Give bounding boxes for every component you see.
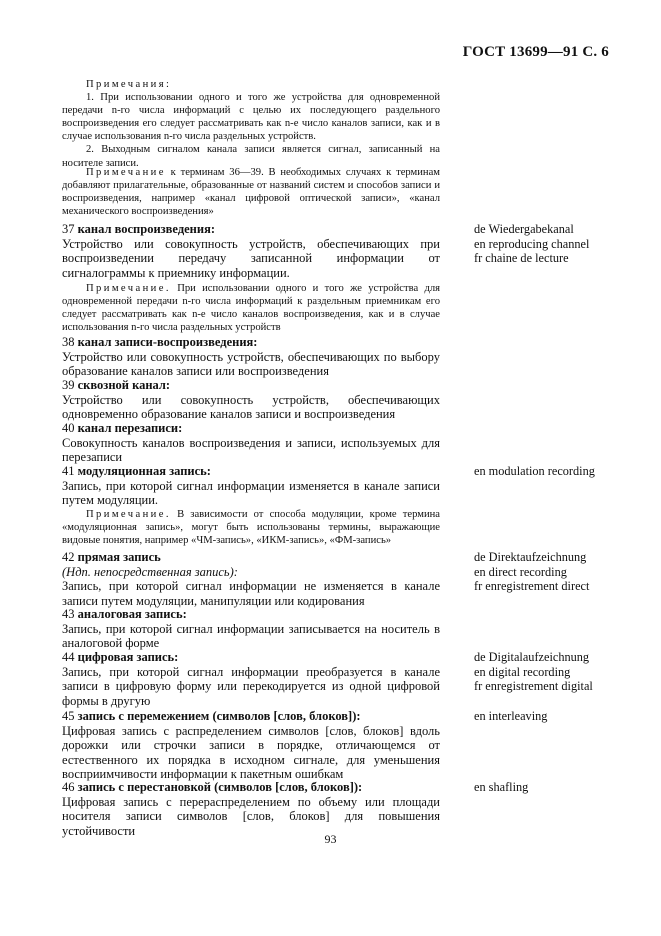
term-title: аналоговая запись: <box>77 607 187 621</box>
term-definition: Устройство или совокупность устройств, обеспечивающих одновременно образование каналов записи и воспроизведения <box>62 392 440 422</box>
term-title: цифровая запись: <box>77 650 179 664</box>
term-45 <box>62 709 440 782</box>
term-definition: Запись, при которой сигнал информации преобразуется в канале записи в цифровую форму или перекодируется из одной цифровой формы в другую <box>62 664 440 708</box>
term-number: 38 <box>62 335 75 349</box>
term-definition: Цифровая запись с перераспределением по объему или площади носителя записи символов [слов, блоков] для повышения устойчивости <box>62 794 440 838</box>
term-number: 39 <box>62 378 75 392</box>
note-text: В зависимости от способа модуляции, кроме термина «модуляционная запись», могут быть использованы термины, выражающие видовые понятия, например «ЧМ-запись», «ИКМ-запись», «ФМ-запись» <box>62 509 440 547</box>
term-number: 41 <box>62 464 75 478</box>
term-definition: Устройство или совокупность устройств, обеспечивающих по выбору образование каналов записи или воспроизведения <box>62 349 440 379</box>
term-deprecated: (Ндп. непосредственная запись): <box>62 564 238 579</box>
equiv-en: en modulation recording <box>474 464 595 478</box>
term-44 <box>62 650 440 708</box>
notes-title: Примечания: <box>86 79 172 90</box>
note-text: к терминам 36—39. В необходимых случаях к терминам добавляют прилагательные, образованные от названий систем и способов записи и воспроизведения, например «канал цифровой оптической записи», «канал механического воспроизведения» <box>62 167 440 218</box>
term-46 <box>62 780 440 838</box>
term-number: 44 <box>62 650 75 664</box>
equiv-de: de Wiedergabekanal <box>474 222 574 236</box>
term-definition: Совокупность каналов воспроизведения и записи, используемых для перезаписи <box>62 435 440 465</box>
equiv-en: en digital recording <box>474 664 571 679</box>
term-43 <box>62 607 440 651</box>
term-definition: Запись, при которой сигнал информации не изменяется в канале записи путем модуляции, манипуляции или кодирования <box>62 579 440 608</box>
equiv-en: en shafling <box>474 780 529 794</box>
term-41 <box>62 464 440 508</box>
term-39 <box>62 378 440 422</box>
term-title: сквозной канал: <box>77 378 171 392</box>
term-42-equivalents <box>474 550 644 594</box>
note-item-1: 1. При использовании одного и того же устройства для одновременной передачи n-го числа информаций с целью их последующего раздельного воспроизведения его следует рассматривать как n-е число каналов записи, как и в случае использования n-го числа раздельных устройств. <box>62 92 440 143</box>
term-title: прямая запись <box>77 550 161 564</box>
equiv-en: en direct recording <box>474 564 567 579</box>
term-title: запись с перестановкой (символов [слов, блоков]): <box>77 780 363 794</box>
term-46-equivalents <box>474 780 644 795</box>
equiv-fr: fr chaine de lecture <box>474 251 569 266</box>
term-title: канал записи-воспроизведения: <box>77 335 258 349</box>
page-number: 93 <box>324 832 337 846</box>
equiv-en: en interleaving <box>474 709 548 723</box>
term-title: канал перезаписи: <box>77 421 183 435</box>
term-38 <box>62 335 440 379</box>
term-44-equivalents <box>474 650 644 694</box>
note-label: Примечание. <box>86 283 171 294</box>
note-item-2: 2. Выходным сигналом канала записи является сигнал, записанный на носителе записи. <box>62 144 440 169</box>
term-title: запись с перемежением (символов [слов, блоков]): <box>77 709 361 723</box>
term-title: канал воспроизведения: <box>77 222 216 236</box>
note-label: Примечание. <box>86 509 171 520</box>
term-definition: Запись, при которой сигнал информации изменяется в канале записи путем модуляции. <box>62 478 440 508</box>
term-40 <box>62 421 440 465</box>
term-definition: Запись, при которой сигнал информации записывается на носитель в аналоговой форме <box>62 621 440 651</box>
note-text: При использовании одного и того же устройства для одновременной передачи n-го числа информаций к раздельным приемникам его следует рассматривать как n-е число каналов воспроизведения, как и в случае использования n-го числа раздельных устройств <box>62 283 441 334</box>
term-41-equivalents <box>474 464 644 479</box>
term-42 <box>62 550 440 608</box>
term-definition: Цифровая запись с распределением символов [слов, блоков] вдоль дорожки или строчки записи в порядке, отличающемся от естественного их порядка в исходном сигнале, для уменьшения восприимчивости информации к пакетным ошибкам <box>62 723 440 782</box>
document-header: ГОСТ 13699—91 С. 6 <box>462 44 609 60</box>
note-terms-36-39 <box>62 166 440 218</box>
term-title: модуляционная запись: <box>77 464 211 478</box>
term-41-note <box>62 508 440 547</box>
term-definition: Устройство или совокупность устройств, обеспечивающих при воспроизведении передачу записанной информации от сигналограммы к приемнику информации. <box>62 236 440 280</box>
term-number: 46 <box>62 780 75 794</box>
term-37 <box>62 222 440 280</box>
equiv-en: en reproducing channel <box>474 236 590 251</box>
term-number: 45 <box>62 709 75 723</box>
equiv-de: de Direktaufzeichnung <box>474 550 587 564</box>
note-label: Примечание <box>86 167 166 178</box>
term-number: 37 <box>62 222 75 236</box>
equiv-de: de Digitalaufzeichnung <box>474 650 590 664</box>
term-45-equivalents <box>474 709 644 724</box>
term-37-note <box>62 282 440 334</box>
equiv-fr: fr enregistrement direct <box>474 579 590 594</box>
term-37-equivalents <box>474 222 644 266</box>
term-number: 43 <box>62 607 75 621</box>
equiv-fr: fr enregistrement digital <box>474 679 593 694</box>
notes-block <box>62 78 440 170</box>
term-number: 40 <box>62 421 75 435</box>
term-number: 42 <box>62 550 75 564</box>
